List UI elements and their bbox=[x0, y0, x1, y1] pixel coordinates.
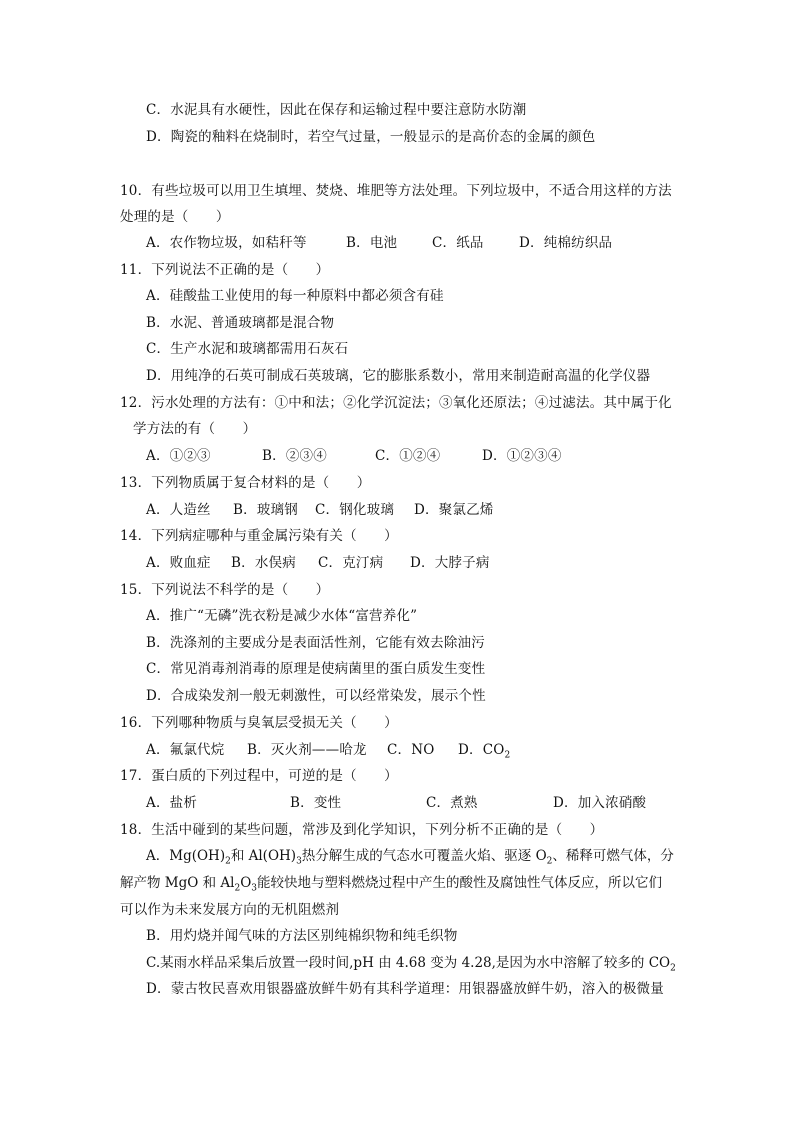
q14-option-b: B．水俣病 bbox=[231, 555, 296, 571]
q11-stem: 11．下列说法不正确的是（ ） bbox=[120, 262, 330, 278]
subscript: 3 bbox=[296, 856, 302, 867]
q16-option-d bbox=[458, 740, 510, 766]
q16-option-d-text: D．CO bbox=[458, 742, 505, 758]
q13-stem: 13．下列物质属于复合材料的是（ ） bbox=[120, 475, 371, 491]
q13-option-b: B．玻璃钢 bbox=[233, 502, 298, 518]
q18-stem: 18．生活中碰到的某些问题，常涉及到化学知识，下列分析不正确的是（ ） bbox=[120, 822, 604, 838]
text-run: 能较快地与塑料燃烧过程中产生的酸性及腐蚀性气体反应，所以它们 bbox=[257, 875, 663, 891]
q18-option-d: D．蒙古牧民喜欢用银器盛放鲜牛奶有其科学道理：用银器盛放鲜牛奶，溶入的极微量 bbox=[146, 981, 664, 997]
q10-stem-line1: 10．有些垃圾可以用卫生填埋、焚烧、堆肥等方法处理。下列垃圾中，不适合用这样的方法 bbox=[120, 183, 672, 199]
text-run: 、稀释可燃气体，分 bbox=[552, 848, 674, 864]
q12-stem-line1: 12．污水处理的方法有：①中和法；②化学沉淀法；③氧化还原法；④过滤法。其中属于化 bbox=[120, 395, 672, 411]
q11-option-c: C．生产水泥和玻璃都需用石灰石 bbox=[146, 341, 349, 357]
q17-option-a: A．盐析 bbox=[146, 795, 198, 811]
subscript: 2 bbox=[234, 883, 241, 894]
q14-option-a: A．败血症 bbox=[146, 555, 211, 571]
q11-option-d: D．用纯净的石英可制成石英玻璃，它的膨胀系数小，常用来制造耐高温的化学仪器 bbox=[146, 368, 651, 384]
text-run: 解产物 MgO 和 Al bbox=[120, 875, 235, 891]
text-run: 和 Al(OH) bbox=[230, 848, 297, 864]
q16-option-c: C．NO bbox=[387, 742, 435, 758]
q18-option-a-line1 bbox=[146, 846, 674, 872]
q9-option-d: D．陶瓷的釉料在烧制时，若空气过量，一般显示的是高价态的金属的颜色 bbox=[146, 129, 596, 145]
q16-stem: 16．下列哪种物质与臭氧层受损无关（ ） bbox=[120, 715, 398, 731]
q12-stem-line2: 学方法的有（ ） bbox=[133, 421, 257, 437]
text-run: 热分解生成的气态水可覆盖火焰、驱逐 O bbox=[301, 848, 547, 864]
q13-option-c: C．钢化玻璃 bbox=[315, 502, 395, 518]
q18-option-c bbox=[146, 953, 676, 979]
q15-stem: 15．下列说法不科学的是（ ） bbox=[120, 582, 330, 598]
subscript: 2 bbox=[670, 963, 676, 974]
text-run: A．Mg(OH) bbox=[146, 848, 226, 864]
q14-option-c: C．克汀病 bbox=[318, 555, 384, 571]
q15-option-b: B．洗涤剂的主要成分是表面活性剂，它能有效去除油污 bbox=[146, 635, 485, 651]
text-run: C.某雨水样品采集后放置一段时间,pH 由 4.68 变为 4.28,是因为水中溶解了较多的 CO bbox=[146, 955, 671, 971]
q18-option-a-line2 bbox=[120, 873, 662, 899]
q12-option-a: A．①②③ bbox=[146, 448, 211, 464]
q18-option-a-line3: 可以作为未来发展方向的无机阻燃剂 bbox=[120, 902, 340, 918]
text-run: O bbox=[240, 875, 252, 891]
q16-option-b: B．灭火剂——哈龙 bbox=[247, 742, 367, 758]
q17-option-c: C．煮熟 bbox=[426, 795, 478, 811]
q12-option-d: D．①②③④ bbox=[482, 448, 562, 464]
q13-option-d: D．聚氯乙烯 bbox=[414, 502, 494, 518]
subscript: 2 bbox=[225, 856, 231, 867]
subscript: 2 bbox=[546, 856, 553, 867]
q18-option-b: B．用灼烧并闻气味的方法区别纯棉织物和纯毛织物 bbox=[146, 928, 458, 944]
q11-option-a: A．硅酸盐工业使用的每一种原料中都必须含有硅 bbox=[146, 288, 444, 304]
q10-stem-line2: 处理的是（ ） bbox=[120, 209, 230, 225]
q9-option-c: C．水泥具有水硬性，因此在保存和运输过程中要注意防水防潮 bbox=[146, 102, 527, 118]
q15-option-a: A．推广“无磷”洗衣粉是减少水体“富营养化” bbox=[146, 608, 418, 624]
q17-option-b: B．变性 bbox=[290, 795, 342, 811]
q13-option-a: A．人造丝 bbox=[146, 502, 211, 518]
q16-option-a: A．氟氯代烷 bbox=[146, 742, 225, 758]
q12-option-c: C．①②④ bbox=[375, 448, 441, 464]
q15-option-c: C．常见消毒剂消毒的原理是使病菌里的蛋白质发生变性 bbox=[146, 661, 486, 677]
q17-option-d: D．加入浓硝酸 bbox=[553, 795, 647, 811]
subscript: 3 bbox=[251, 883, 258, 894]
q15-option-d: D．合成染发剂一般无刺激性，可以经常染发，展示个性 bbox=[146, 688, 486, 704]
q11-option-b: B．水泥、普通玻璃都是混合物 bbox=[146, 315, 335, 331]
q14-stem: 14．下列病症哪种与重金属污染有关（ ） bbox=[120, 528, 398, 544]
q10-option-a: A．农作物垃圾，如秸秆等 bbox=[146, 235, 307, 251]
q14-option-d: D．大脖子病 bbox=[410, 555, 490, 571]
q10-option-c: C．纸品 bbox=[432, 235, 484, 251]
q17-stem: 17．蛋白质的下列过程中，可逆的是（ ） bbox=[120, 768, 398, 784]
subscript: 2 bbox=[504, 750, 511, 761]
q10-option-b: B．电池 bbox=[346, 235, 398, 251]
q12-option-b: B．②③④ bbox=[262, 448, 327, 464]
q10-option-d: D．纯棉纺织品 bbox=[519, 235, 613, 251]
